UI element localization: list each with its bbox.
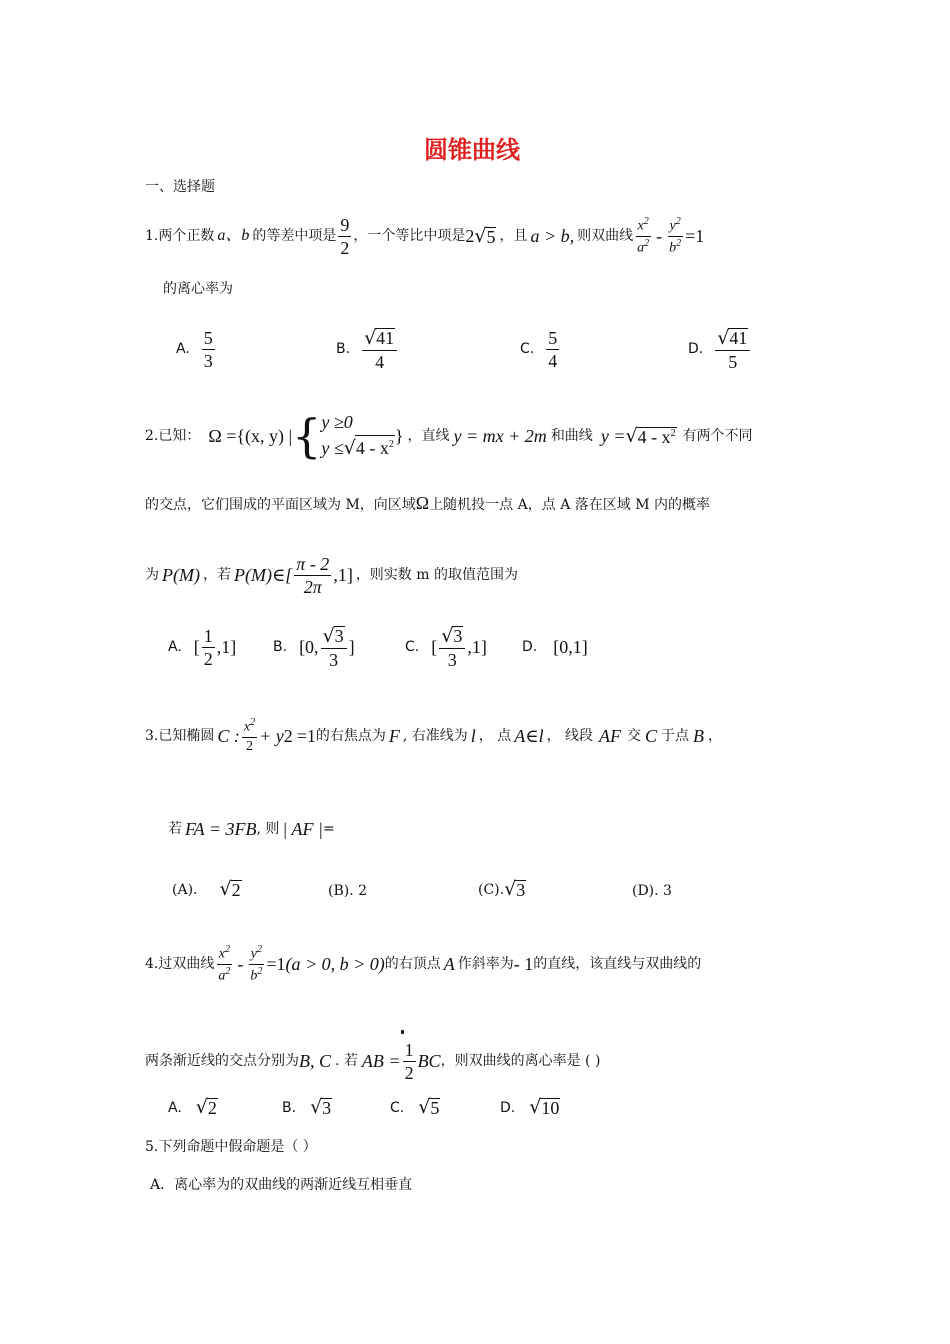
vector-dot [401, 1030, 404, 1034]
left-brace-icon: { [292, 409, 322, 463]
q1-option-d: D. $\frac{√41}{5}$ [688, 324, 752, 374]
sqrt-icon: √ [343, 437, 356, 460]
q3-option-a: (A). √ 2 [172, 878, 241, 900]
question-2-line-2: 的交点，它们围成的平面区域为 M，向区域Ω上随机投一点 A，点 A 落在区域 M 内的概率 [145, 493, 710, 513]
q3-option-b: (B). 2 [328, 883, 368, 899]
question-5-line-1: 5.下列命题中假命题是（ ） [145, 1139, 317, 1155]
question-4-line-2: 两条渐近线的交点分别为 B, C . 若 AB = $\frac{1}{2}$ BC ，则双曲线的离心率是 ( ) [145, 1039, 601, 1083]
sqrt-icon: √ [717, 326, 730, 349]
q2-option-d: D. [0,1] [522, 637, 588, 657]
q2-option-a: A. [ $\frac{1}{2}$ ,1] [168, 625, 237, 669]
sqrt-icon: √ [529, 1096, 542, 1118]
q4-option-d: D. √ 10 [500, 1096, 560, 1118]
sqrt-icon: √ [504, 878, 517, 900]
q4-option-c: C. √ 5 [390, 1096, 440, 1118]
q2-option-b: B. [0, $\frac{√3}{3}$ ] [273, 624, 355, 670]
question-2-line-3: 为 P(M) ，若 P(M)∈[ $\frac{\pi - 2}{2\pi}$ ,1] ，则实数 m 的取值范围为 [145, 553, 518, 597]
sqrt-icon: √ [322, 624, 335, 647]
sqrt-icon: √ [219, 878, 232, 900]
q3-option-d: (D). 3 [632, 883, 672, 899]
fraction-y2-b2: $\frac{y^2}{b^2}$ [669, 215, 682, 256]
question-3-line-2: 若 FA = 3FB , 则 | AF | = [168, 819, 335, 839]
fraction-9-2: $\frac{9}{2}$ [340, 214, 350, 258]
q2-option-c: C. [ $\frac{√3}{3}$ ,1] [405, 624, 487, 670]
q1-option-c: C. $\frac{5}{4}$ [520, 327, 558, 371]
sqrt-icon: √ [418, 1096, 431, 1118]
question-2-line-1: 2.已知： Ω ={(x, y) | { y ≥0 $y \le√4 - x^2$ } ，直线 y = mx + 2m 和曲线 y = √ $4 - x^2$ 有两个不同 [145, 409, 753, 463]
q4-option-b: B. √ 3 [282, 1096, 332, 1118]
sqrt-icon: √ [310, 1096, 323, 1118]
q1-option-a: A. $\frac{5}{3}$ [176, 327, 213, 371]
q4-option-a: A. √ 2 [168, 1096, 217, 1118]
question-1-line-1: 1.两个正数 a、b 的等差中项是 $\frac{9}{2}$ ，一个等比中项是 2 √ 5 ，且 a > b, 则双曲线 $\frac{x^2}{a^2}$ - $\frac{y^2}{b^2}$ =1 [145, 214, 705, 258]
q1-option-b: B. $\frac{√41}{4}$ [336, 324, 399, 374]
page-title: 圆锥曲线 [424, 136, 520, 164]
q3-option-c: (C). √ 3 [478, 878, 526, 900]
question-1-line-2: 的离心率为 [163, 281, 233, 297]
fraction-x2-a2: $\frac{x^2}{a^2}$ [637, 215, 650, 256]
sqrt-icon: √ [625, 424, 638, 447]
question-4-line-1: 4.过双曲线 $\frac{x^2}{a^2}$ - $\frac{y^2}{b^2}$ =1 (a > 0, b > 0) 的右顶点 A 作斜率为 - 1 的直线，该直线与双曲线的 [145, 943, 702, 984]
sqrt-icon: √ [364, 326, 377, 349]
sqrt-icon: √ [195, 1096, 208, 1118]
question-3-line-1: 3.已知椭圆 C : $\frac{x^2}{2}$ + y 2 =1 的右焦点为 F , 右准线为 l ， 点 A∈l ， 线段 AF 交 C 于点 B ， [145, 717, 723, 754]
sqrt-icon: √ [474, 224, 487, 247]
q5-option-a: A．离心率为的双曲线的两渐近线互相垂直 [150, 1177, 413, 1193]
section-heading: 一、选择题 [145, 179, 215, 195]
sqrt-icon: √ [441, 624, 454, 647]
